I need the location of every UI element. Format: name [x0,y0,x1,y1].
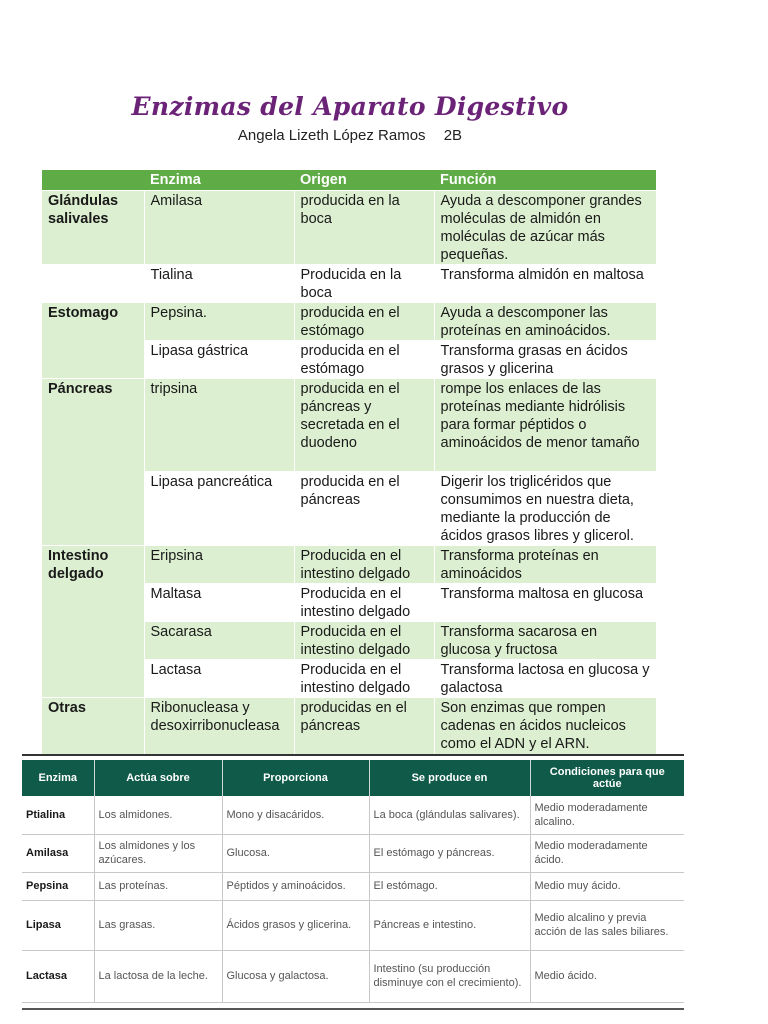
table1-row [42,191,656,265]
table2-row [22,834,684,872]
table1-row [42,379,656,472]
origin-cell: Producida en la boca [294,265,434,303]
provides-cell: Mono y disacáridos. [222,796,369,834]
table2-header-proporciona: Proporciona [222,760,369,796]
enzyme-cell: Lactasa [22,950,94,1002]
origin-cell: producidas en el páncreas [294,698,434,754]
function-cell: Transforma maltosa en glucosa [434,584,656,622]
conditions-cell: Medio ácido. [530,950,684,1002]
enzyme-cell: Eripsina [144,546,294,584]
conditions-cell: Medio moderadamente ácido. [530,834,684,872]
origin-cell: Producida en el intestino delgado [294,660,434,698]
enzyme-cell: Tialina [144,265,294,303]
table1-row [42,698,656,754]
table2-row [22,950,684,1002]
enzyme-cell: Lactasa [144,660,294,698]
table1-header-group [42,170,144,191]
produced-in-cell: El estómago y páncreas. [369,834,530,872]
function-cell: Transforma sacarosa en glucosa y fructosa [434,622,656,660]
table2-bottom-rule [22,1008,684,1010]
enzymes-origin-function-table [42,170,656,754]
origin-cell: Producida en el intestino delgado [294,622,434,660]
organ-cell: Páncreas [42,379,144,546]
function-cell: rompe los enlaces de las proteínas mediante hidrólisis para formar péptidos o aminoácidos de menor tamaño [434,379,656,472]
organ-cell: Estomago [42,303,144,379]
function-cell: Ayuda a descomponer las proteínas en aminoácidos. [434,303,656,341]
table2-header-row [22,760,684,796]
organ-cell [42,265,144,303]
provides-cell: Glucosa y galactosa. [222,950,369,1002]
enzyme-cell: Lipasa pancreática [144,472,294,546]
conditions-cell: Medio muy ácido. [530,872,684,900]
acts-on-cell: Los almidones. [94,796,222,834]
organ-cell: Glándulas salivales [42,191,144,265]
enzyme-cell: tripsina [144,379,294,472]
origin-cell: Producida en el intestino delgado [294,546,434,584]
acts-on-cell: Los almidones y los azúcares. [94,834,222,872]
acts-on-cell: Las proteínas. [94,872,222,900]
table1-row [42,265,656,303]
table1-header-funcion: Función [434,170,656,191]
origin-cell: Producida en el intestino delgado [294,584,434,622]
function-cell: Ayuda a descomponer grandes moléculas de almidón en moléculas de azúcar más pequeñas. [434,191,656,265]
conditions-cell: Medio moderadamente alcalino. [530,796,684,834]
provides-cell: Péptidos y aminoácidos. [222,872,369,900]
produced-in-cell: La boca (glándulas salivares). [369,796,530,834]
origin-cell: producida en el estómago [294,341,434,379]
table1-row [42,546,656,584]
enzyme-cell: Sacarasa [144,622,294,660]
function-cell: Transforma lactosa en glucosa y galactosa [434,660,656,698]
enzyme-cell: Lipasa gástrica [144,341,294,379]
table2-row [22,796,684,834]
function-cell: Transforma grasas en ácidos grasos y glicerina [434,341,656,379]
produced-in-cell: Intestino (su producción disminuye con el crecimiento). [369,950,530,1002]
function-cell: Son enzimas que rompen cadenas en ácidos nucleicos como el ADN y el ARN. [434,698,656,754]
table1-header-row [42,170,656,191]
table2-row [22,872,684,900]
provides-cell: Glucosa. [222,834,369,872]
group-label: 2B [443,127,463,144]
provides-cell: Ácidos grasos y glicerina. [222,900,369,950]
enzyme-cell: Amilasa [144,191,294,265]
author-name: Angela Lizeth López Ramos [237,127,426,144]
organ-cell: Otras [42,698,144,754]
function-cell: Digerir los triglicéridos que consumimos en nuestra dieta, mediante la producción de ácidos grasos libres y glicerol. [434,472,656,546]
organ-cell: Intestino delgado [42,546,144,698]
conditions-cell: Medio alcalino y previa acción de las sales biliares. [530,900,684,950]
table2-top-rule [22,754,684,756]
enzyme-cell: Amilasa [22,834,94,872]
table2-header-condiciones: Condiciones para que actúe [530,760,684,796]
table2-header-produce: Se produce en [369,760,530,796]
table1-row [42,303,656,341]
table2-header-enzima: Enzima [22,760,94,796]
produced-in-cell: El estómago. [369,872,530,900]
document-title: Enzimas del Aparato Digestivo [131,92,569,121]
table2-row [22,900,684,950]
acts-on-cell: Las grasas. [94,900,222,950]
function-cell: Transforma almidón en maltosa [434,265,656,303]
origin-cell: producida en el estómago [294,303,434,341]
function-cell: Transforma proteínas en aminoácidos [434,546,656,584]
enzyme-cell: Pepsina [22,872,94,900]
table2-header-actua: Actúa sobre [94,760,222,796]
document-subtitle [0,127,700,144]
enzyme-cell: Pepsina. [144,303,294,341]
enzymes-conditions-table [22,760,684,1003]
origin-cell: producida en el páncreas y secretada en el duodeno [294,379,434,472]
origin-cell: producida en el páncreas [294,472,434,546]
enzyme-cell: Maltasa [144,584,294,622]
table1-header-origen: Origen [294,170,434,191]
acts-on-cell: La lactosa de la leche. [94,950,222,1002]
origin-cell: producida en la boca [294,191,434,265]
enzyme-cell: Lipasa [22,900,94,950]
table1-header-enzima: Enzima [144,170,294,191]
produced-in-cell: Páncreas e intestino. [369,900,530,950]
enzyme-cell: Ribonucleasa y desoxirribonucleasa [144,698,294,754]
enzyme-cell: Ptialina [22,796,94,834]
